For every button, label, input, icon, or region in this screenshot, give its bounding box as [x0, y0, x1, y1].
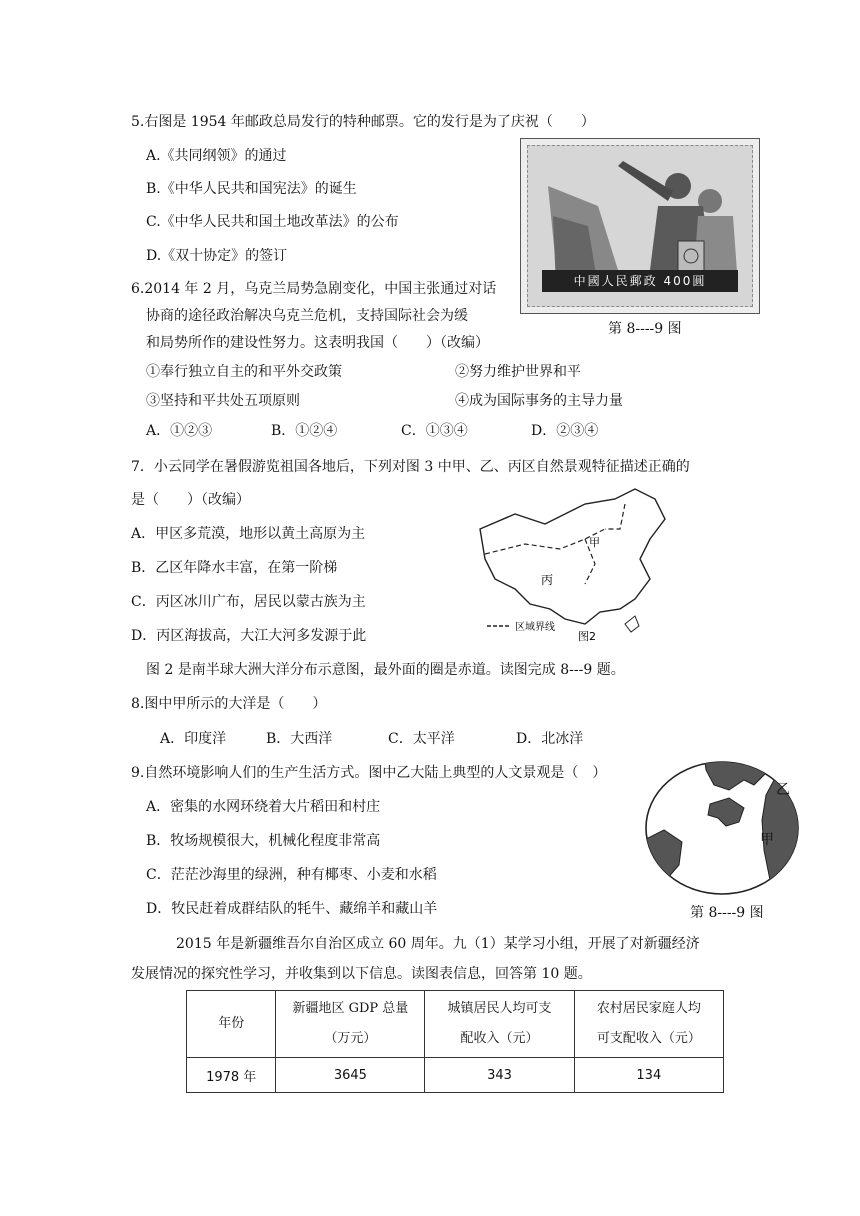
table-header-cell	[425, 991, 574, 1058]
q5-option-a: A.《共同纲领》的通过	[146, 148, 287, 164]
china-region-map	[475, 484, 675, 644]
globe-label-yi: 乙	[776, 782, 790, 798]
q9-option-b: B．牧场规模很大，机械化程度非常高	[146, 833, 381, 849]
q7-option-a: A．甲区多荒漠，地形以黄土高原为主	[131, 526, 366, 542]
xinjiang-economy-table	[186, 990, 724, 1093]
q8-choice-c: C．太平洋	[388, 731, 455, 747]
q6-item-4: ④成为国际事务的主导力量	[455, 393, 623, 409]
q6-item-2: ②努力维护世界和平	[455, 364, 581, 380]
q10-intro-line-1: 2015 年是新疆维吾尔自治区成立 60 周年。九（1）某学习小组，开展了对新疆经济	[176, 936, 700, 952]
table-cell-urban: 343	[425, 1058, 574, 1093]
stamp-image	[520, 138, 760, 314]
q5-option-c: C.《中华人民共和国土地改革法》的公布	[146, 214, 399, 230]
q6-stem-line-3: 和局势所作的建设性努力。这表明我国（ ）（改编）	[146, 335, 489, 351]
q9-option-a: A．密集的水网环绕着大片稻田和村庄	[146, 799, 381, 815]
q6-choice-c: C．①③④	[401, 423, 468, 439]
header-urban-line-1: 城镇居民人均可支	[447, 1001, 552, 1016]
q8-choice-b: B．大西洋	[266, 731, 333, 747]
table-cell-year: 1978 年	[187, 1058, 276, 1093]
q6-choice-b: B．①②④	[271, 423, 338, 439]
q7-option-b: B．乙区年降水丰富，在第一阶梯	[131, 560, 338, 576]
q9-stem: 9.自然环境影响人们的生产生活方式。图中乙大陆上典型的人文景观是（ ）	[131, 765, 607, 781]
header-rural-line-2: 可支配收入（元）	[596, 1031, 701, 1046]
q6-stem-line-2: 协商的途径政治解决乌克兰危机，支持国际社会为缓	[146, 308, 468, 324]
q8-stem: 8.图中甲所示的大洋是（ ）	[131, 696, 327, 712]
q7-option-d: D．丙区海拔高，大江大河多发源于此	[131, 628, 367, 644]
q10-intro-line-2: 发展情况的探究性学习，并收集到以下信息。读图表信息，回答第 10 题。	[131, 966, 592, 982]
header-gdp-line-2: （万元）	[324, 1031, 377, 1046]
header-rural-line-1: 农村居民家庭人均	[596, 1001, 701, 1016]
table-header-cell	[187, 991, 276, 1058]
stamp-caption: 第 8----9 图	[608, 321, 682, 337]
q6-item-1: ①奉行独立自主的和平外交政策	[146, 364, 342, 380]
q9-option-c: C．茫茫沙海里的绿洲，种有椰枣、小麦和水稻	[146, 867, 437, 883]
table-cell-rural: 134	[574, 1058, 723, 1093]
q5-stem: 5.右图是 1954 年邮政总局发行的特种邮票。它的发行是为了庆祝（ ）	[131, 114, 595, 130]
table-header-cell	[276, 991, 425, 1058]
intro-8-9: 图 2 是南半球大洲大洋分布示意图，最外面的圈是赤道。读图完成 8---9 题。	[146, 662, 625, 678]
globe-caption: 第 8----9 图	[690, 905, 764, 921]
q8-choice-d: D．北冰洋	[516, 731, 584, 747]
q5-option-b: B.《中华人民共和国宪法》的诞生	[146, 181, 357, 197]
q6-item-3: ③坚持和平共处五项原则	[146, 393, 300, 409]
q6-choice-d: D．②③④	[531, 423, 599, 439]
table-cell-gdp: 3645	[276, 1058, 425, 1093]
q5-option-d: D.《双十协定》的签订	[146, 248, 288, 264]
map-label-jia: 甲	[589, 536, 600, 549]
header-year: 年份	[218, 1016, 245, 1031]
q6-choice-a: A．①②③	[146, 423, 213, 439]
q6-stem-line-1: 6.2014 年 2 月，乌克兰局势急剧变化，中国主张通过对话	[131, 281, 497, 297]
table-header-row	[187, 991, 724, 1058]
header-urban-line-2: 配收入（元）	[460, 1031, 539, 1046]
q7-stem-line-2: 是（ ）（改编）	[131, 492, 250, 508]
q7-option-c: C．丙区冰川广布，居民以蒙古族为主	[131, 594, 366, 610]
stamp-value-bar: 中國人民郵政 400圓	[542, 270, 738, 292]
table-row	[187, 1058, 724, 1093]
map-label-bing: 丙	[541, 573, 554, 587]
table-header-cell	[574, 991, 723, 1058]
southern-hemisphere-globe	[644, 760, 812, 900]
header-gdp-line-1: 新疆地区 GDP 总量	[292, 1001, 409, 1016]
q7-stem-line-1: 7．小云同学在暑假游览祖国各地后，下列对图 3 中甲、乙、丙区自然景观特征描述正确的	[131, 459, 690, 475]
q8-choice-a: A．印度洋	[160, 731, 227, 747]
globe-label-jia: 甲	[760, 832, 774, 848]
map-legend: 区域界线	[515, 622, 555, 633]
map-fig-label: 图2	[578, 630, 596, 643]
q9-option-d: D．牧民赶着成群结队的牦牛、藏绵羊和藏山羊	[146, 901, 438, 917]
